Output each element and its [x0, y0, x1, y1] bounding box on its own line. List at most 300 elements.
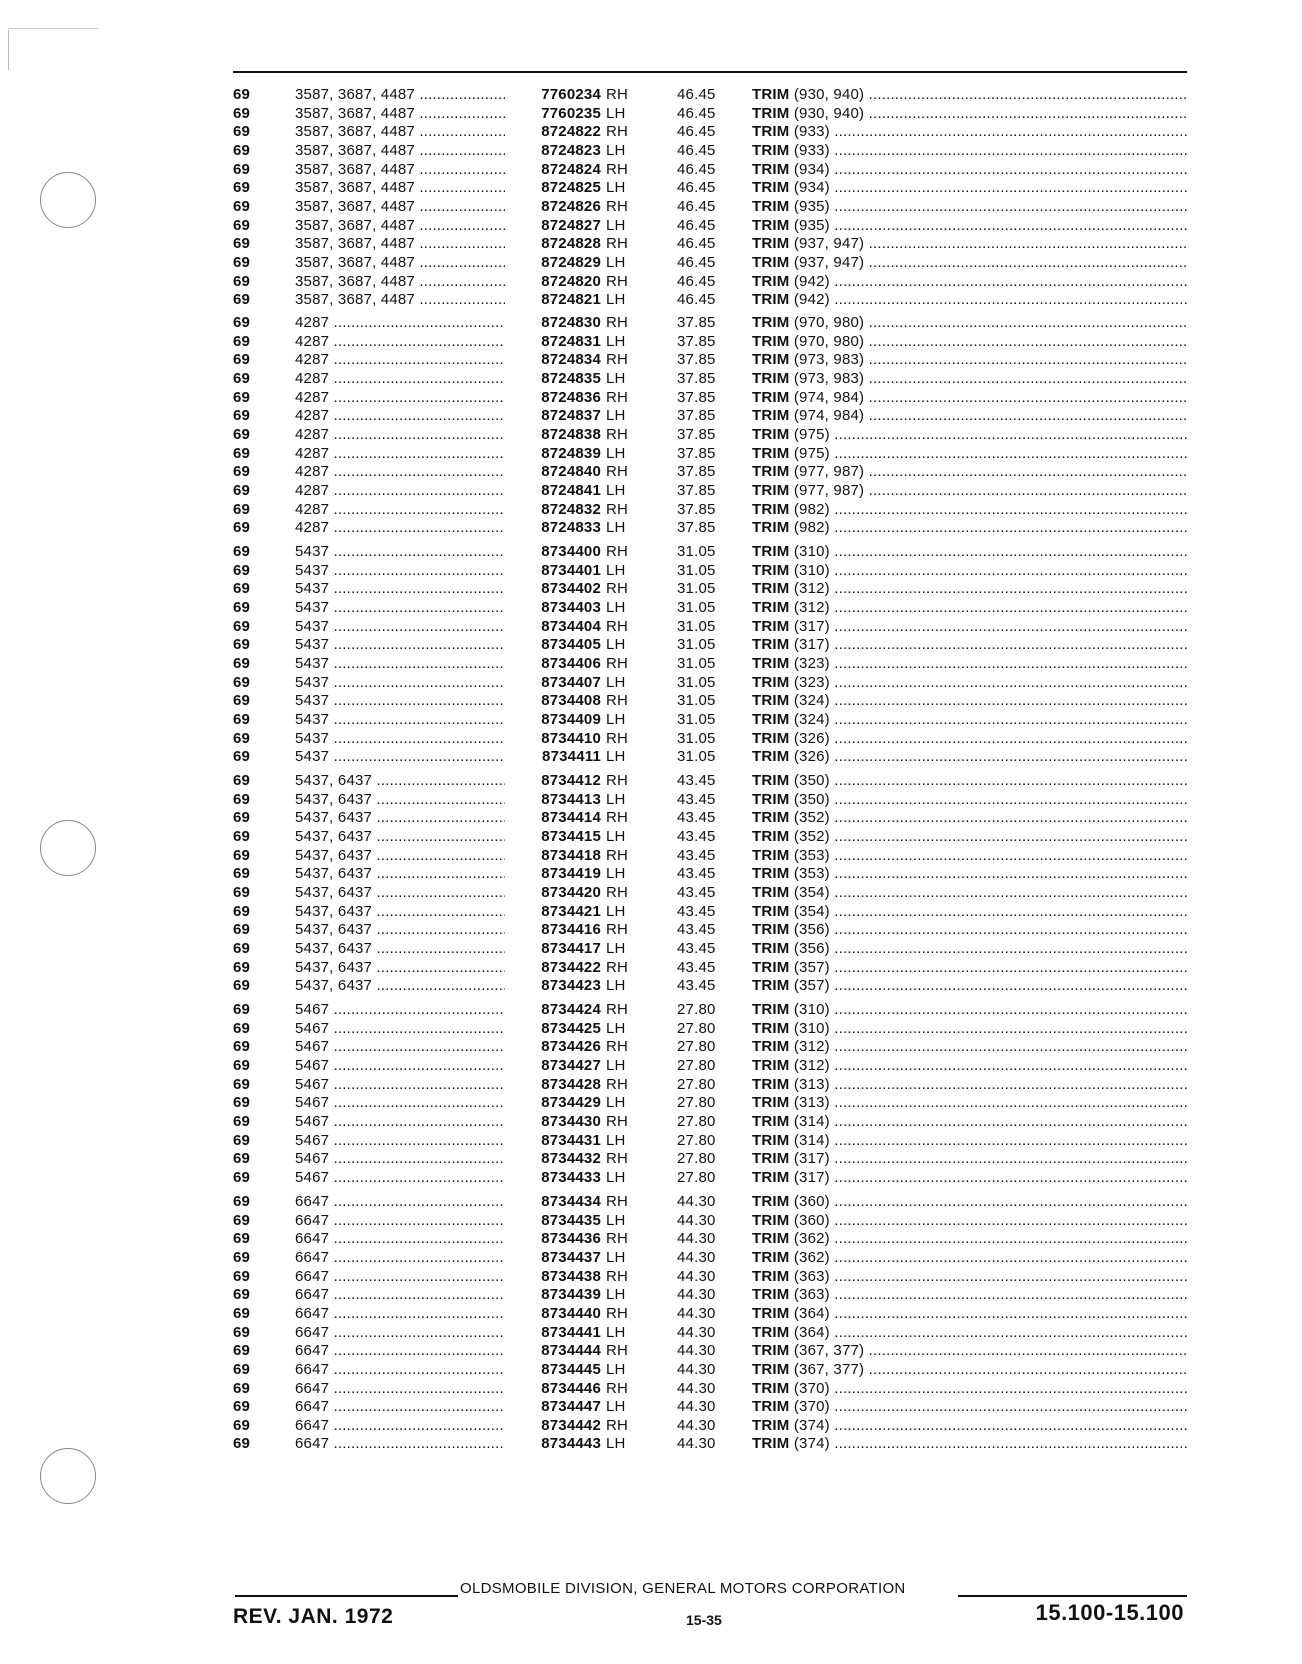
description-codes: (310) [793, 1001, 830, 1018]
part-number: 8724822 [515, 123, 601, 142]
list-price: 46.45 [677, 141, 716, 159]
description-codes: (310) [793, 561, 830, 579]
description [752, 580, 1187, 599]
description [752, 1324, 1187, 1343]
part-number: 8734434 [515, 1193, 601, 1212]
description [752, 1150, 1187, 1169]
description-keyword: TRIM [752, 179, 790, 197]
model-year: 69 [233, 958, 251, 976]
description [752, 636, 1187, 655]
description-codes: (317) [793, 617, 830, 635]
table-row [0, 711, 1302, 730]
description-codes: (317) [793, 636, 830, 654]
table-row [0, 1417, 1302, 1436]
description-keyword: TRIM [752, 1379, 790, 1397]
model-year: 69 [233, 1398, 251, 1416]
description [752, 1230, 1187, 1249]
list-price: 44.30 [677, 1323, 716, 1341]
description-codes: (977, 987) [793, 481, 865, 499]
list-price: 27.80 [677, 1131, 716, 1149]
footer-rule-right [958, 1595, 1187, 1597]
part-number: 8734447 [515, 1398, 601, 1417]
side-code: LH [606, 1286, 626, 1304]
description-codes: (314) [793, 1131, 830, 1149]
description [752, 198, 1187, 217]
description [752, 959, 1187, 978]
model-year: 69 [233, 883, 251, 901]
description-keyword: TRIM [752, 388, 790, 406]
model-numbers: 5437, 6437 ..... [295, 847, 505, 866]
list-price: 46.45 [677, 123, 716, 141]
model-year: 69 [233, 772, 251, 789]
list-price: 31.05 [677, 543, 716, 560]
description-keyword: TRIM [752, 1131, 790, 1149]
side-code: LH [606, 519, 626, 537]
model-numbers: 4287 ..... [295, 407, 505, 426]
description [752, 884, 1187, 903]
table-row [0, 692, 1302, 711]
description [752, 618, 1187, 637]
model-numbers: 3587, 3687, 4487 ..... [295, 235, 505, 254]
side-code: RH [606, 388, 629, 406]
table-row [0, 748, 1302, 767]
part-number: 8734418 [515, 847, 601, 866]
list-price: 27.80 [677, 1150, 716, 1168]
model-year: 69 [233, 1360, 251, 1378]
description [752, 655, 1187, 674]
part-number: 8734426 [515, 1038, 601, 1057]
model-year: 69 [233, 141, 251, 159]
side-code: RH [606, 580, 629, 598]
description [752, 501, 1187, 520]
side-code: LH [606, 561, 626, 579]
description-codes: (973, 983) [793, 369, 865, 387]
model-numbers: 6647 ..... [295, 1398, 505, 1417]
description-keyword: TRIM [752, 790, 790, 808]
table-row [0, 1324, 1302, 1343]
list-price: 43.45 [677, 846, 716, 864]
description [752, 1132, 1187, 1151]
description-keyword: TRIM [752, 314, 790, 331]
side-code: LH [606, 1056, 626, 1074]
description-codes: (364) [793, 1323, 830, 1341]
side-code: RH [606, 123, 629, 141]
model-year: 69 [233, 561, 251, 579]
side-code: RH [606, 883, 629, 901]
description-codes: (367, 377) [793, 1342, 865, 1360]
description-keyword: TRIM [752, 141, 790, 159]
description-keyword: TRIM [752, 902, 790, 920]
part-number: 8734405 [515, 636, 601, 655]
model-year: 69 [233, 1323, 251, 1341]
table-row [0, 562, 1302, 581]
part-number: 8734438 [515, 1268, 601, 1287]
description [752, 1193, 1187, 1212]
side-code: RH [606, 351, 629, 369]
description [752, 1169, 1187, 1188]
description-codes: (356) [793, 921, 830, 939]
side-code: LH [606, 1435, 626, 1453]
table-row [0, 1268, 1302, 1287]
list-price: 43.45 [677, 902, 716, 920]
table-row [0, 1230, 1302, 1249]
table-row [0, 389, 1302, 408]
list-price: 43.45 [677, 865, 716, 883]
description-keyword: TRIM [752, 654, 790, 672]
side-code: LH [606, 977, 626, 995]
description-codes: (362) [793, 1230, 830, 1248]
model-numbers: 6647 ..... [295, 1417, 505, 1436]
description-keyword: TRIM [752, 865, 790, 883]
description [752, 977, 1187, 996]
model-numbers: 5437, 6437 ..... [295, 865, 505, 884]
description-codes: (310) [793, 543, 830, 560]
description [752, 1249, 1187, 1268]
side-code: LH [606, 444, 626, 462]
side-code: RH [606, 1342, 629, 1360]
description-codes: (312) [793, 580, 830, 598]
description-keyword: TRIM [752, 729, 790, 747]
list-price: 46.45 [677, 104, 716, 122]
list-price: 37.85 [677, 351, 716, 369]
description [752, 370, 1187, 389]
description-keyword: TRIM [752, 1094, 790, 1112]
side-code: LH [606, 179, 626, 197]
model-numbers: 3587, 3687, 4487 ..... [295, 86, 505, 105]
model-year: 69 [233, 314, 251, 331]
model-numbers: 6647 ..... [295, 1342, 505, 1361]
description-keyword: TRIM [752, 104, 790, 122]
part-number: 8724840 [515, 463, 601, 482]
part-number: 8734435 [515, 1212, 601, 1231]
list-price: 31.05 [677, 692, 716, 710]
table-row [0, 940, 1302, 959]
side-code: LH [606, 407, 626, 425]
model-numbers: 5437, 6437 ..... [295, 884, 505, 903]
description-codes: (937, 947) [793, 253, 865, 271]
model-year: 69 [233, 1038, 251, 1056]
description [752, 791, 1187, 810]
description-codes: (312) [793, 598, 830, 616]
model-numbers: 5467 ..... [295, 1150, 505, 1169]
description [752, 865, 1187, 884]
part-number: 8734410 [515, 730, 601, 749]
description [752, 1286, 1187, 1305]
description [752, 711, 1187, 730]
model-year: 69 [233, 407, 251, 425]
part-number: 8724841 [515, 482, 601, 501]
side-code: RH [606, 86, 629, 103]
model-numbers: 5437 ..... [295, 543, 505, 562]
description [752, 1417, 1187, 1436]
table-row [0, 730, 1302, 749]
list-price: 37.85 [677, 369, 716, 387]
list-price: 44.30 [677, 1267, 716, 1285]
list-price: 46.45 [677, 86, 716, 103]
list-price: 43.45 [677, 921, 716, 939]
model-year: 69 [233, 369, 251, 387]
model-year: 69 [233, 388, 251, 406]
description-codes: (933) [793, 123, 830, 141]
footer-company: OLDSMOBILE DIVISION, GENERAL MOTORS CORPORATION [460, 1580, 906, 1597]
description-keyword: TRIM [752, 692, 790, 710]
list-price: 43.45 [677, 977, 716, 995]
description [752, 1305, 1187, 1324]
side-code: LH [606, 1094, 626, 1112]
description-keyword: TRIM [752, 1398, 790, 1416]
description-codes: (326) [793, 748, 830, 766]
model-year: 69 [233, 846, 251, 864]
description-keyword: TRIM [752, 1001, 790, 1018]
description-keyword: TRIM [752, 772, 790, 789]
description-keyword: TRIM [752, 1416, 790, 1434]
description-keyword: TRIM [752, 636, 790, 654]
table-row [0, 1305, 1302, 1324]
description-codes: (374) [793, 1435, 830, 1453]
table-row [0, 921, 1302, 940]
description [752, 1001, 1187, 1020]
description [752, 1212, 1187, 1231]
list-price: 44.30 [677, 1398, 716, 1416]
description-keyword: TRIM [752, 1211, 790, 1229]
model-numbers: 3587, 3687, 4487 ..... [295, 198, 505, 217]
part-number: 8734409 [515, 711, 601, 730]
description [752, 389, 1187, 408]
description-keyword: TRIM [752, 1360, 790, 1378]
description [752, 86, 1187, 105]
list-price: 46.45 [677, 179, 716, 197]
description [752, 426, 1187, 445]
model-numbers: 5437, 6437 ..... [295, 772, 505, 791]
list-price: 43.45 [677, 809, 716, 827]
model-year: 69 [233, 481, 251, 499]
table-row [0, 1212, 1302, 1231]
description-codes: (312) [793, 1038, 830, 1056]
model-year: 69 [233, 500, 251, 518]
description [752, 254, 1187, 273]
part-number: 8734439 [515, 1286, 601, 1305]
part-number: 8734445 [515, 1361, 601, 1380]
side-code: LH [606, 1019, 626, 1037]
description-codes: (942) [793, 272, 830, 290]
side-code: RH [606, 1150, 629, 1168]
model-year: 69 [233, 1416, 251, 1434]
description-keyword: TRIM [752, 977, 790, 995]
description [752, 273, 1187, 292]
description [752, 1113, 1187, 1132]
model-numbers: 3587, 3687, 4487 ..... [295, 105, 505, 124]
description-keyword: TRIM [752, 332, 790, 350]
description-keyword: TRIM [752, 617, 790, 635]
description-codes: (323) [793, 654, 830, 672]
model-numbers: 6647 ..... [295, 1249, 505, 1268]
model-numbers: 3587, 3687, 4487 ..... [295, 161, 505, 180]
part-number: 8734408 [515, 692, 601, 711]
side-code: LH [606, 827, 626, 845]
description-codes: (374) [793, 1416, 830, 1434]
model-year: 69 [233, 1056, 251, 1074]
part-number: 8734444 [515, 1342, 601, 1361]
description [752, 463, 1187, 482]
list-price: 44.30 [677, 1416, 716, 1434]
table-row [0, 1398, 1302, 1417]
part-number: 7760234 [515, 86, 601, 105]
part-number: 8724837 [515, 407, 601, 426]
model-numbers: 6647 ..... [295, 1193, 505, 1212]
part-number: 8734443 [515, 1435, 601, 1454]
table-row [0, 291, 1302, 310]
part-number: 8724832 [515, 501, 601, 520]
table-row [0, 482, 1302, 501]
table-row [0, 655, 1302, 674]
description [752, 543, 1187, 562]
side-code: RH [606, 160, 629, 178]
description [752, 1342, 1187, 1361]
part-number: 8734419 [515, 865, 601, 884]
list-price: 37.85 [677, 444, 716, 462]
table-row [0, 519, 1302, 538]
side-code: RH [606, 1193, 629, 1210]
model-year: 69 [233, 1075, 251, 1093]
table-row [0, 618, 1302, 637]
description [752, 847, 1187, 866]
model-year: 69 [233, 291, 251, 309]
model-numbers: 6647 ..... [295, 1230, 505, 1249]
list-price: 31.05 [677, 748, 716, 766]
description-keyword: TRIM [752, 921, 790, 939]
model-year: 69 [233, 1211, 251, 1229]
description-codes: (982) [793, 519, 830, 537]
description-codes: (357) [793, 977, 830, 995]
part-number: 8724828 [515, 235, 601, 254]
model-year: 69 [233, 790, 251, 808]
part-number: 8734431 [515, 1132, 601, 1151]
model-year: 69 [233, 1379, 251, 1397]
part-number: 8734411 [515, 748, 601, 767]
description-keyword: TRIM [752, 481, 790, 499]
model-numbers: 5437 ..... [295, 711, 505, 730]
model-numbers: 4287 ..... [295, 463, 505, 482]
side-code: LH [606, 748, 626, 766]
side-code: LH [606, 865, 626, 883]
model-year: 69 [233, 1342, 251, 1360]
description-codes: (326) [793, 729, 830, 747]
side-code: RH [606, 958, 629, 976]
description-codes: (352) [793, 809, 830, 827]
list-price: 31.05 [677, 673, 716, 691]
model-year: 69 [233, 463, 251, 481]
list-price: 43.45 [677, 883, 716, 901]
table-row [0, 580, 1302, 599]
list-price: 46.45 [677, 216, 716, 234]
list-price: 46.45 [677, 197, 716, 215]
description-codes: (314) [793, 1112, 830, 1130]
description-keyword: TRIM [752, 425, 790, 443]
model-year: 69 [233, 86, 251, 103]
part-number: 8734425 [515, 1020, 601, 1039]
model-numbers: 5437 ..... [295, 674, 505, 693]
description-codes: (317) [793, 1150, 830, 1168]
part-number: 8734428 [515, 1076, 601, 1095]
model-year: 69 [233, 902, 251, 920]
table-row [0, 501, 1302, 520]
header-rule [233, 71, 1187, 73]
side-code: RH [606, 235, 629, 253]
model-year: 69 [233, 272, 251, 290]
model-year: 69 [233, 1131, 251, 1149]
model-numbers: 5467 ..... [295, 1001, 505, 1020]
table-row [0, 179, 1302, 198]
table-row [0, 123, 1302, 142]
description-codes: (313) [793, 1094, 830, 1112]
description [752, 809, 1187, 828]
list-price: 31.05 [677, 617, 716, 635]
description-keyword: TRIM [752, 500, 790, 518]
table-row [0, 86, 1302, 105]
description-keyword: TRIM [752, 827, 790, 845]
description-keyword: TRIM [752, 1230, 790, 1248]
table-row [0, 217, 1302, 236]
list-price: 37.85 [677, 314, 716, 331]
description-codes: (934) [793, 160, 830, 178]
description-keyword: TRIM [752, 673, 790, 691]
side-code: LH [606, 902, 626, 920]
side-code: LH [606, 673, 626, 691]
list-price: 37.85 [677, 463, 716, 481]
model-numbers: 4287 ..... [295, 370, 505, 389]
table-row [0, 791, 1302, 810]
model-numbers: 5437, 6437 ..... [295, 809, 505, 828]
description-keyword: TRIM [752, 291, 790, 309]
model-numbers: 6647 ..... [295, 1305, 505, 1324]
list-price: 31.05 [677, 654, 716, 672]
page-edge-left [8, 30, 9, 70]
model-year: 69 [233, 710, 251, 728]
table-row [0, 977, 1302, 996]
table-row [0, 445, 1302, 464]
list-price: 27.80 [677, 1075, 716, 1093]
model-numbers: 5467 ..... [295, 1057, 505, 1076]
model-year: 69 [233, 179, 251, 197]
page-number: 15-35 [686, 1612, 722, 1628]
part-number: 8734427 [515, 1057, 601, 1076]
side-code: LH [606, 291, 626, 309]
description-keyword: TRIM [752, 1286, 790, 1304]
description [752, 1398, 1187, 1417]
table-row [0, 198, 1302, 217]
table-row [0, 865, 1302, 884]
list-price: 43.45 [677, 790, 716, 808]
description-keyword: TRIM [752, 1168, 790, 1186]
description-codes: (310) [793, 1019, 830, 1037]
binder-hole [40, 1448, 96, 1504]
description [752, 692, 1187, 711]
model-numbers: 5437 ..... [295, 636, 505, 655]
model-year: 69 [233, 1112, 251, 1130]
table-row [0, 333, 1302, 352]
list-price: 31.05 [677, 729, 716, 747]
description-codes: (363) [793, 1267, 830, 1285]
description [752, 1361, 1187, 1380]
model-year: 69 [233, 977, 251, 995]
description-codes: (323) [793, 673, 830, 691]
part-number: 8734402 [515, 580, 601, 599]
description-codes: (982) [793, 500, 830, 518]
table-row [0, 273, 1302, 292]
side-code: RH [606, 1230, 629, 1248]
description [752, 1057, 1187, 1076]
model-year: 69 [233, 216, 251, 234]
